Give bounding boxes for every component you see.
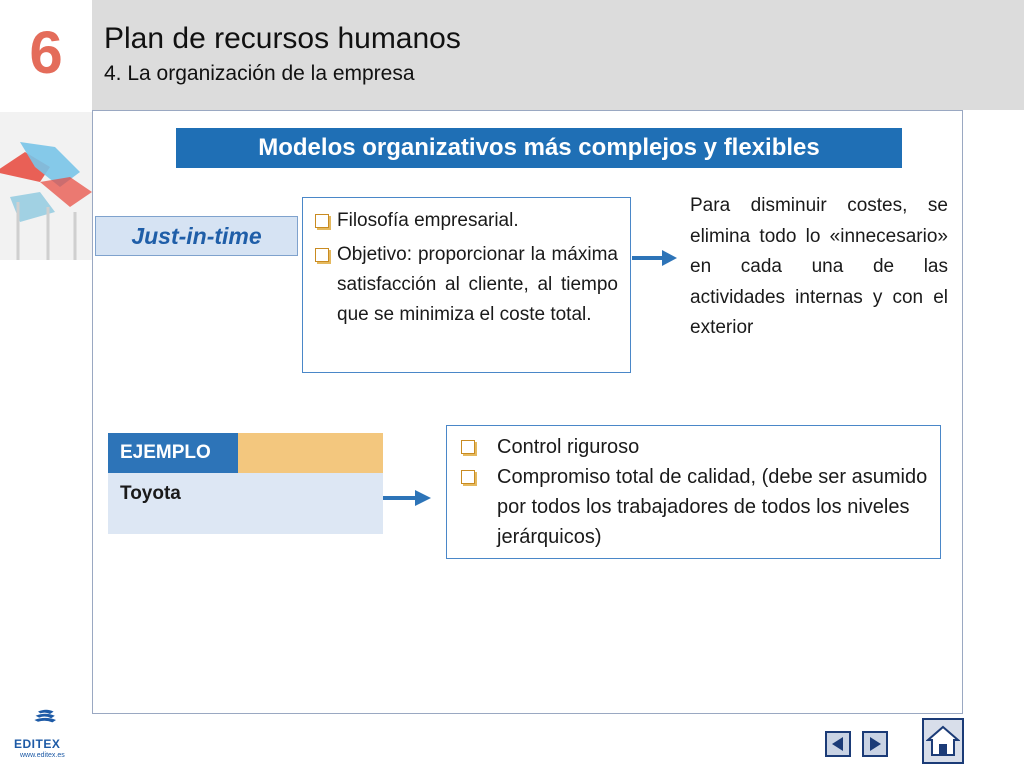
home-icon [926, 724, 960, 758]
logo-url: www.editex.es [20, 752, 65, 759]
checkbox-bullet-icon [315, 214, 329, 228]
example-heading: EJEMPLO [108, 433, 238, 473]
chapter-number: 6 [29, 19, 63, 86]
example-accent-bar [238, 433, 383, 473]
page-title: Plan de recursos humanos [104, 22, 461, 55]
jit-bullet-box [302, 197, 631, 373]
home-button[interactable] [922, 718, 964, 764]
list-item: Compromiso total de calidad, (debe ser asumido por todos los trabajadores de todos los niveles jerárquicos) [461, 462, 930, 552]
arrow-right-icon [383, 489, 431, 507]
list-item: Control riguroso [461, 432, 930, 462]
checkbox-bullet-icon [461, 440, 475, 454]
example-name: Toyota [108, 473, 383, 534]
section-banner: Modelos organizativos más complejos y flexibles [176, 128, 902, 168]
jit-description: Para disminuir costes, se elimina todo lo «innecesario» en cada una de las actividades internas y con el exterior [690, 195, 948, 338]
checkbox-bullet-icon [461, 470, 475, 484]
editex-logo-icon [14, 708, 74, 738]
logo-wordmark: EDITEX [14, 737, 61, 751]
triangle-right-icon [867, 736, 883, 752]
triangle-left-icon [830, 736, 846, 752]
jit-label: Just-in-time [95, 216, 298, 256]
list-item: Objetivo: proporcionar la máxima satisfacción al cliente, al tiempo que se minimiza el coste total. [315, 240, 618, 330]
list-item: Filosofía empresarial. [315, 206, 618, 236]
next-slide-button[interactable] [862, 731, 888, 757]
example-bullet-box [446, 425, 941, 559]
page-subtitle: 4. La organización de la empresa [104, 62, 415, 85]
previous-slide-button[interactable] [825, 731, 851, 757]
checkbox-bullet-icon [315, 248, 329, 262]
arrow-right-icon [632, 249, 677, 267]
handshake-image [0, 112, 92, 260]
